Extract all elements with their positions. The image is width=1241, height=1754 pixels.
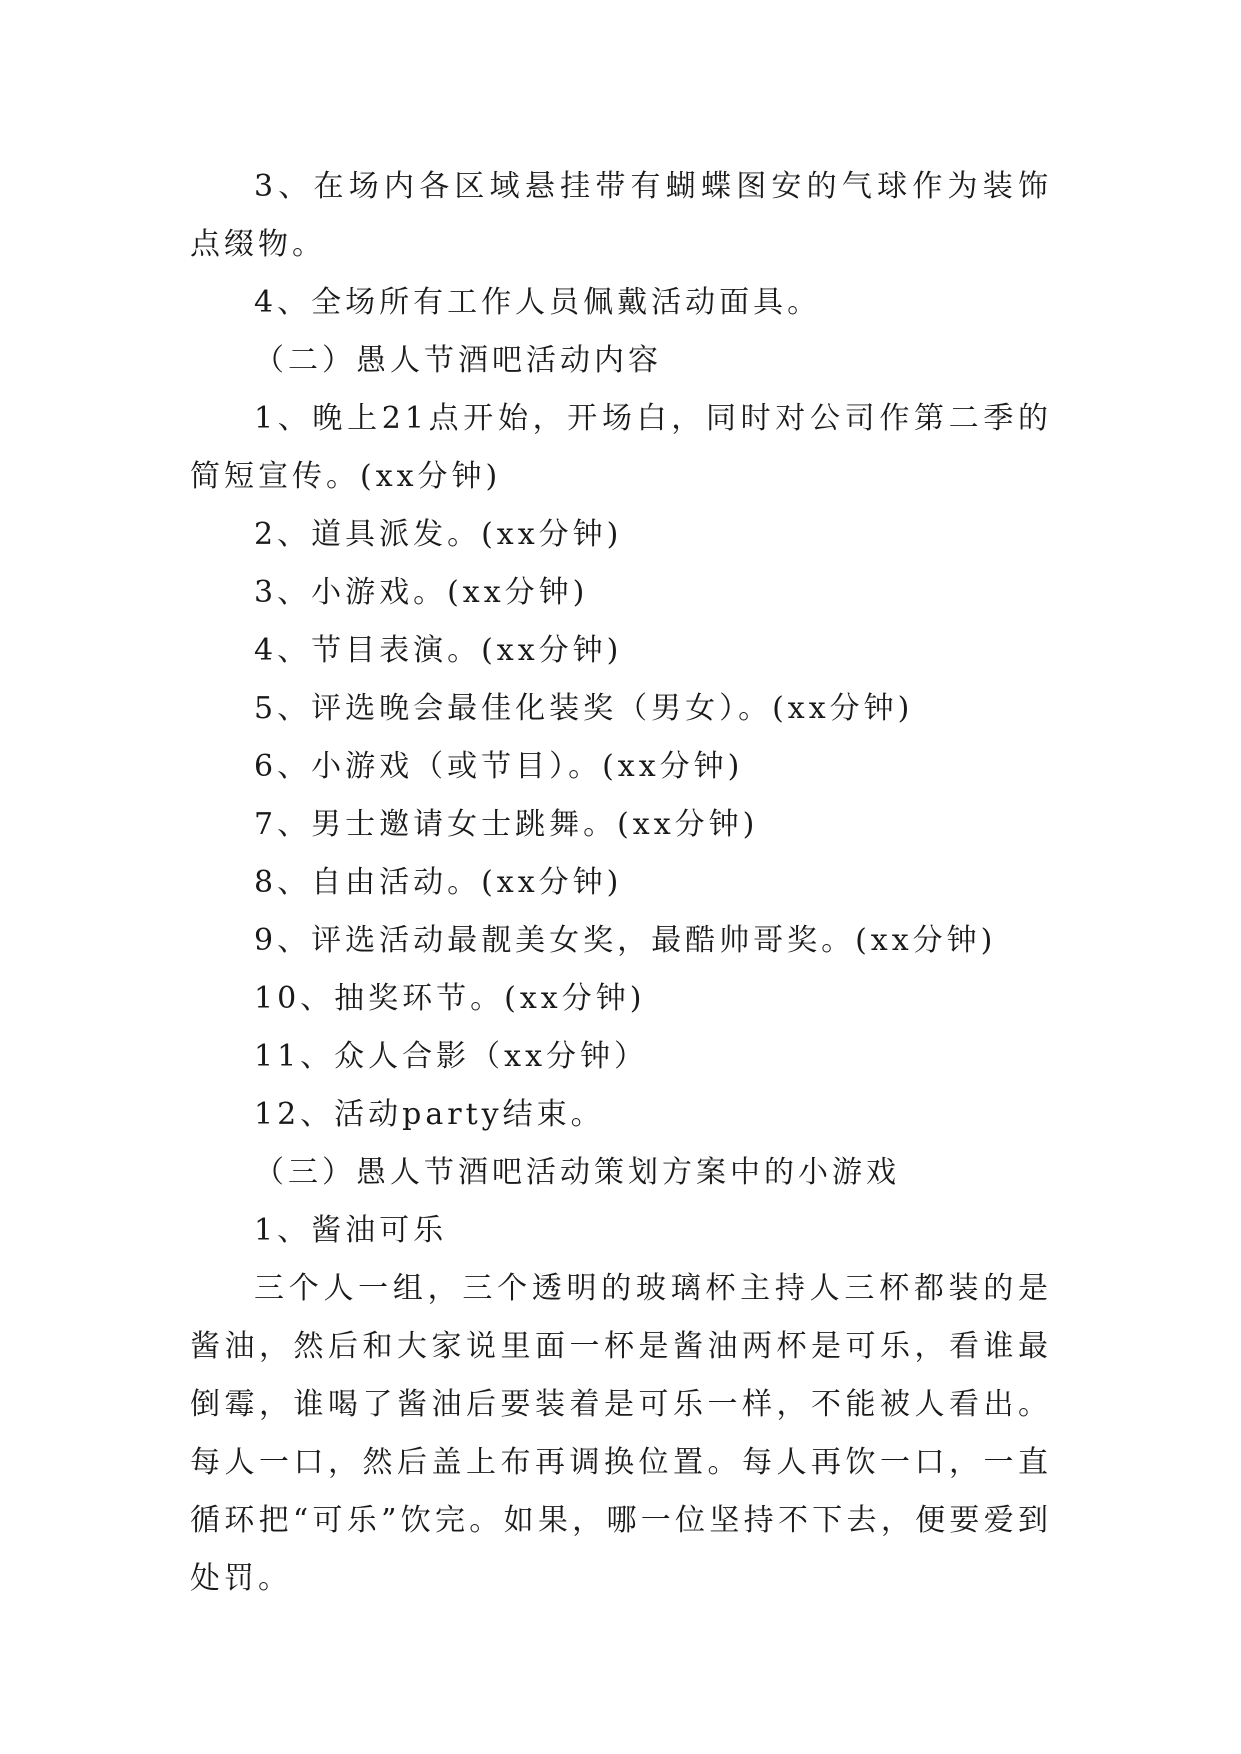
list-item-lottery: 10、抽奖环节。(xx分钟) (254, 981, 646, 1016)
paragraph-decoration-balloons: 3、在场内各区域悬挂带有蝴蝶图安的气球作为装饰点缀物。 (190, 169, 1052, 262)
list-item-group-photo: 11、众人合影（xx分钟） (254, 1039, 649, 1074)
list-item-soy-sauce-cola: 1、酱油可乐 (254, 1213, 448, 1248)
list-item-best-costume: 5、评选晚会最佳化装奖（男女）。(xx分钟) (254, 691, 914, 726)
list-item-performance: 4、节目表演。(xx分钟) (254, 633, 623, 668)
paragraph-game-rules: 三个人一组，三个透明的玻璃杯主持人三杯都装的是酱油，然后和大家说里面一杯是酱油两杯是可乐，看谁最倒霉，谁喝了酱油后要装着是可乐一样，不能被人看出。每人一口，然后盖上布再调换位置。每人再饮一口，一直循环把“可乐”饮完。如果，哪一位坚持不下去，便要爱到处罚。 (190, 1271, 1052, 1596)
list-item-free-activity: 8、自由活动。(xx分钟) (254, 865, 623, 900)
list-item-opening: 1、晚上21点开始，开场白，同时对公司作第二季的简短宣传。(xx分钟) (190, 401, 1052, 494)
list-item-awards: 9、评选活动最靓美女奖，最酷帅哥奖。(xx分钟) (254, 923, 997, 958)
document-body (190, 158, 1052, 1608)
list-item-party-end: 12、活动party结束。 (254, 1097, 605, 1132)
list-item-game-or-show: 6、小游戏（或节目）。(xx分钟) (254, 749, 744, 784)
section-heading-activity-content: （二）愚人节酒吧活动内容 (254, 343, 662, 378)
list-item-mini-game: 3、小游戏。(xx分钟) (254, 575, 589, 610)
list-item-masks: 4、全场所有工作人员佩戴活动面具。 (254, 285, 822, 320)
list-item-props: 2、道具派发。(xx分钟) (254, 517, 623, 552)
list-item-dance: 7、男士邀请女士跳舞。(xx分钟) (254, 807, 759, 842)
section-heading-mini-games: （三）愚人节酒吧活动策划方案中的小游戏 (254, 1155, 900, 1190)
